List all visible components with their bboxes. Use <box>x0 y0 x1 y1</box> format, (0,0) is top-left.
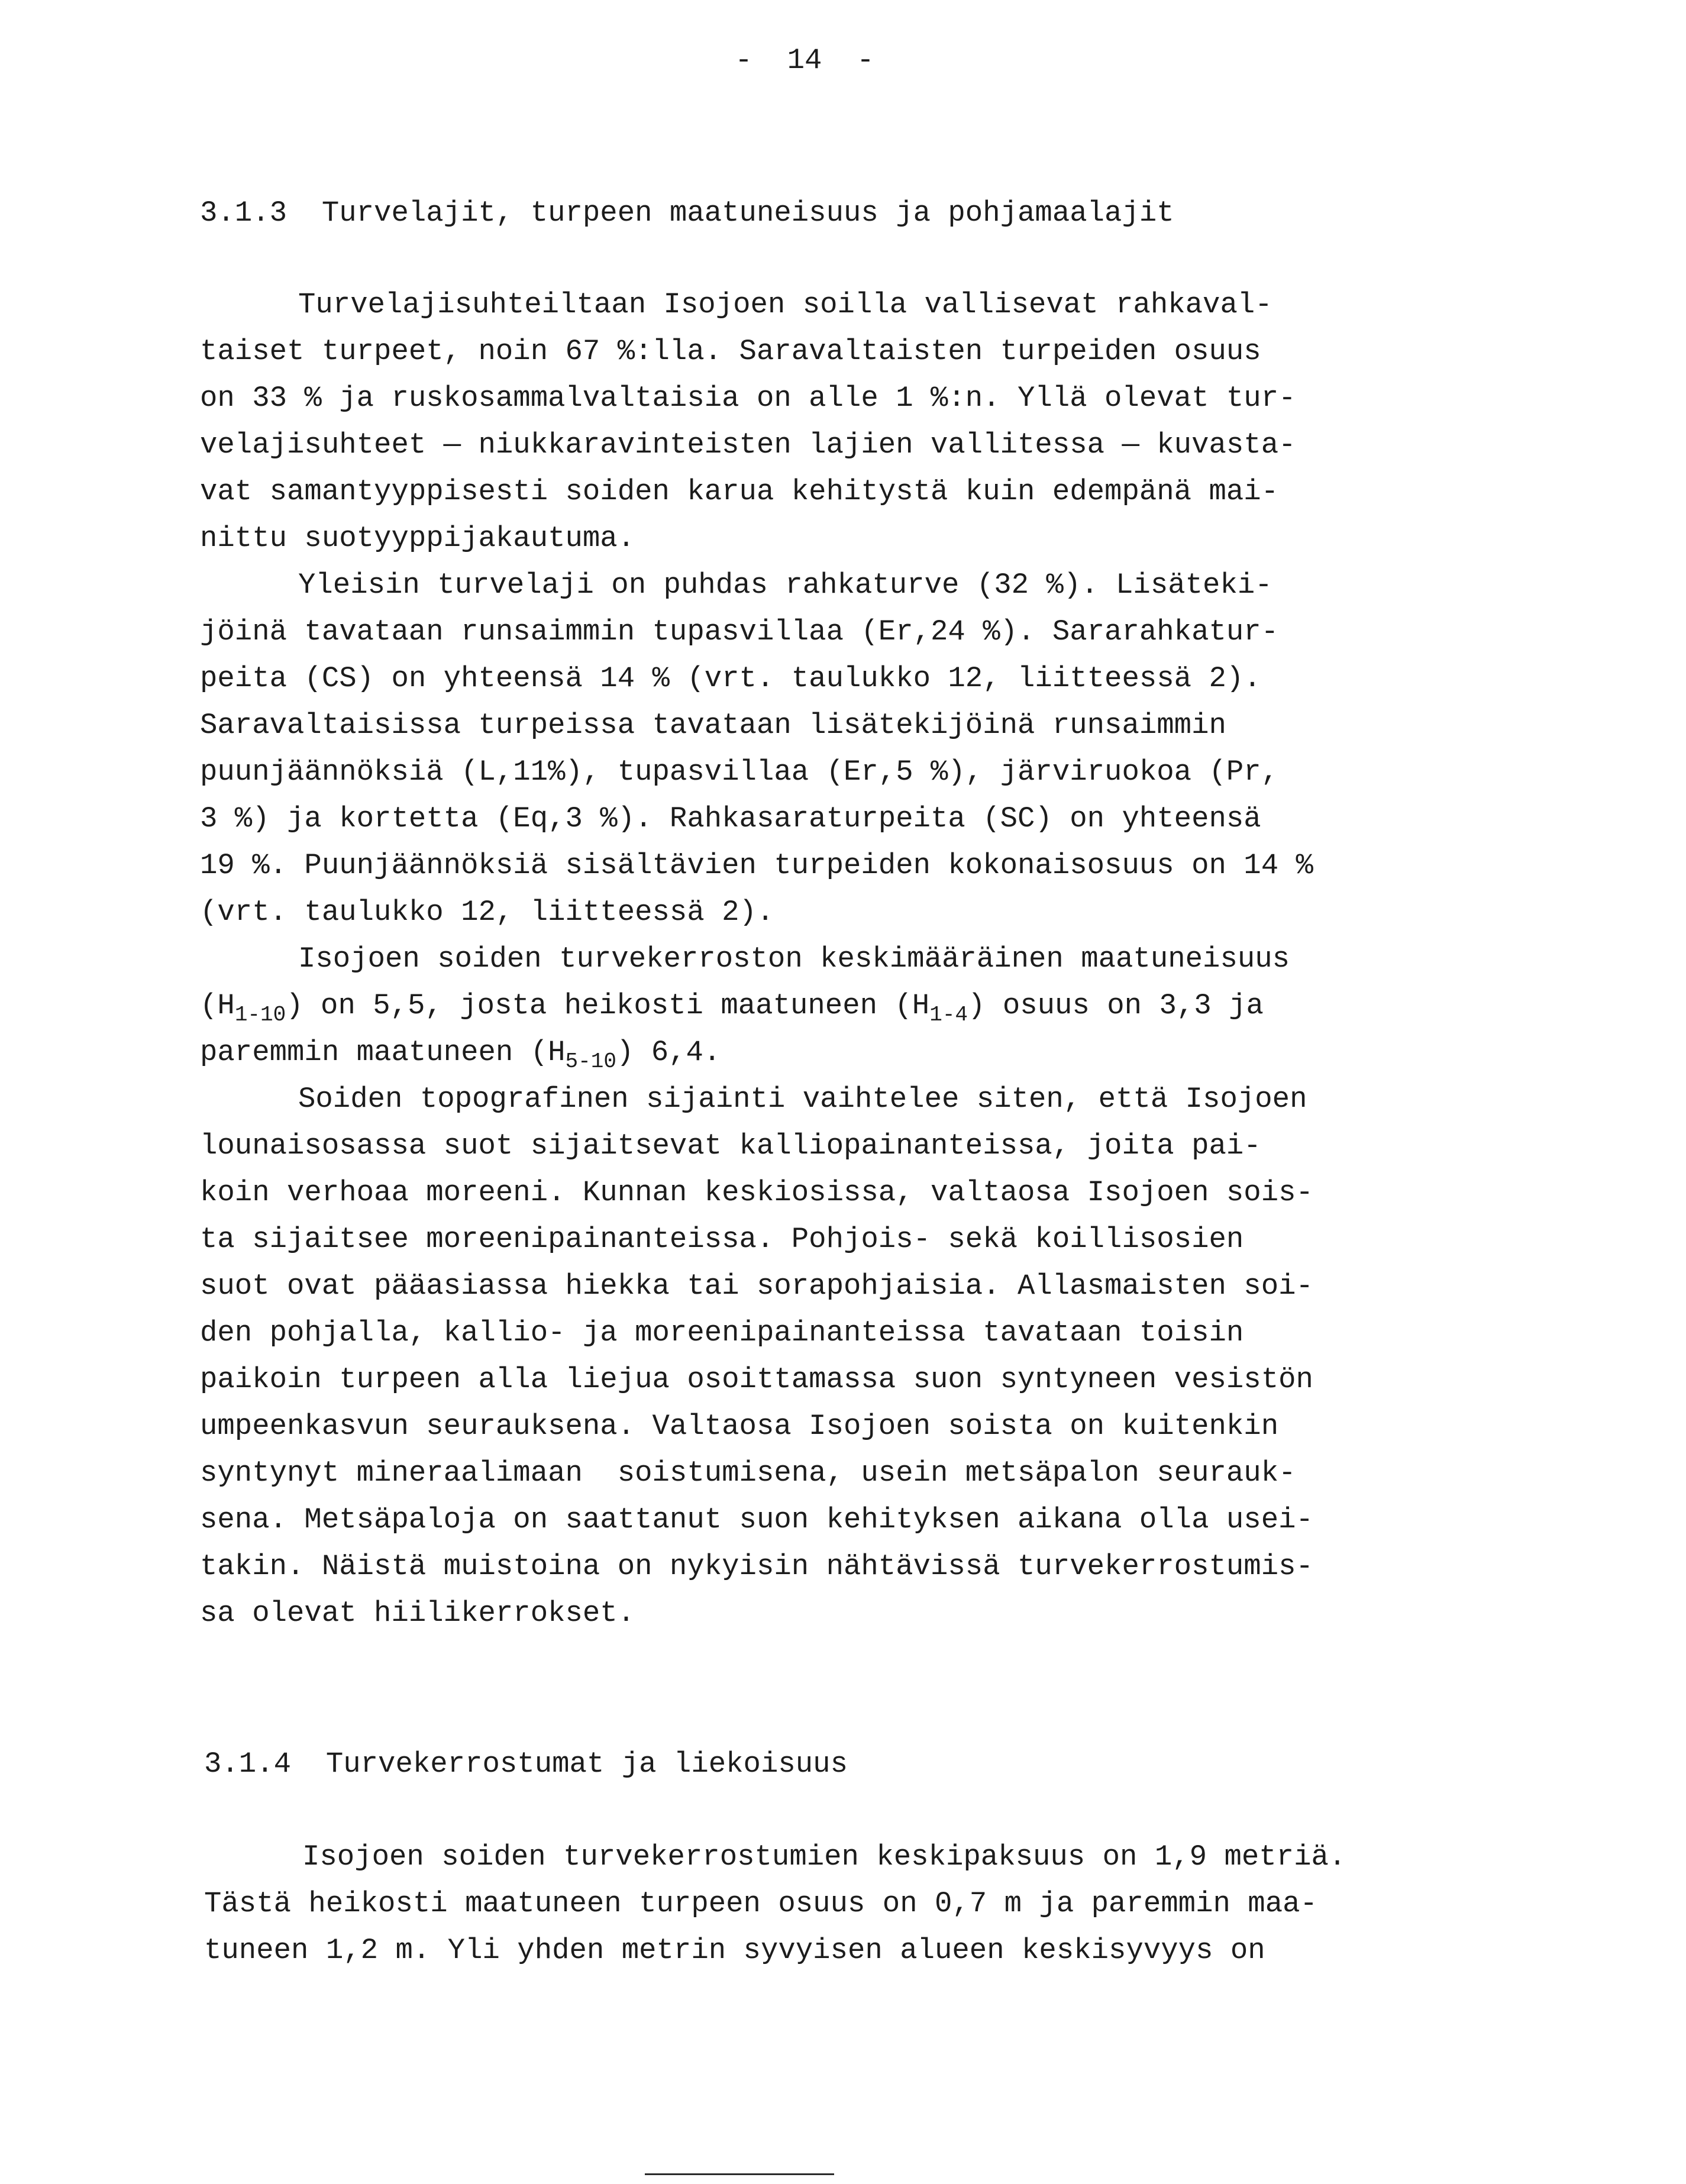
text-fragment: paremmin maatuneen (H <box>200 1036 566 1069</box>
bottom-rule <box>645 2173 834 2175</box>
text-line: umpeenkasvun seurauksena. Valtaosa Isojoen soista on kuitenkin <box>200 1410 1279 1443</box>
section-heading-3-1-4: 3.1.4 Turvekerrostumat ja liekoisuus <box>204 1747 848 1781</box>
text-fragment: ) on 5,5, josta heikosti maatuneen (H <box>286 989 930 1022</box>
text-line: peita (CS) on yhteensä 14 % (vrt. taulukko 12, liitteessä 2). <box>200 662 1261 695</box>
text-line: koin verhoaa moreeni. Kunnan keskiosissa, valtaosa Isojoen sois- <box>200 1176 1313 1209</box>
text-fragment: ) osuus on 3,3 ja <box>968 989 1264 1022</box>
subscript: 1-4 <box>929 1003 968 1027</box>
text-line: sena. Metsäpaloja on saattanut suon kehityksen aikana olla usei- <box>200 1503 1313 1536</box>
section-3-1-3-body <box>200 282 1501 1637</box>
text-line: syntynyt mineraalimaan soistumisena, usein metsäpalon seurauk- <box>200 1456 1296 1490</box>
text-line: Yleisin turvelaji on puhdas rahkaturve (32 %). Lisäteki- <box>298 568 1272 602</box>
text-line: 3 %) ja kortetta (Eq,3 %). Rahkasaraturpeita (SC) on yhteensä <box>200 802 1261 835</box>
text-line: sa olevat hiilikerrokset. <box>200 1597 635 1630</box>
text-line: ta sijaitsee moreenipainanteissa. Pohjois- sekä koillisosien <box>200 1223 1244 1256</box>
humification-line-1 <box>200 983 1501 1029</box>
section-3-1-4-body <box>204 1834 1506 1974</box>
text-line: Isojoen soiden turvekerroston keskimääräinen maatuneisuus <box>298 942 1290 975</box>
text-line: 19 %. Puunjäännöksiä sisältävien turpeiden kokonaisosuus on 14 % <box>200 849 1313 882</box>
text-line: takin. Näistä muistoina on nykyisin nähtävissä turvekerrostumis- <box>200 1550 1313 1583</box>
text-line: den pohjalla, kallio- ja moreenipainanteissa tavataan toisin <box>200 1316 1244 1349</box>
text-line: Soiden topografinen sijainti vaihtelee siten, että Isojoen <box>298 1083 1307 1116</box>
text-line: Turvelajisuhteiltaan Isojoen soilla vallisevat rahkaval- <box>298 288 1272 321</box>
section-heading-3-1-3: 3.1.3 Turvelajit, turpeen maatuneisuus ja pohjamaalajit <box>200 196 1174 230</box>
text-line: Tästä heikosti maatuneen turpeen osuus on 0,7 m ja paremmin maa- <box>204 1887 1317 1920</box>
text-line: jöinä tavataan runsaimmin tupasvillaa (Er,24 %). Sararahkatur- <box>200 615 1279 648</box>
text-line: paikoin turpeen alla liejua osoittamassa suon syntyneen vesistön <box>200 1363 1313 1396</box>
subscript: 1-10 <box>234 1003 286 1027</box>
text-line: vat samantyyppisesti soiden karua kehitystä kuin edempänä mai- <box>200 475 1279 508</box>
text-line: taiset turpeet, noin 67 %:lla. Saravaltaisten turpeiden osuus <box>200 335 1261 368</box>
text-line: (vrt. taulukko 12, liitteessä 2). <box>200 896 774 929</box>
text-line: velajisuhteet — niukkaravinteisten lajien vallitessa — kuvasta- <box>200 428 1296 461</box>
subscript: 5-10 <box>565 1049 616 1074</box>
text-line: Saravaltaisissa turpeissa tavataan lisätekijöinä runsaimmin <box>200 709 1226 742</box>
text-fragment: (H <box>200 989 235 1022</box>
humification-line-2 <box>200 1029 1501 1076</box>
text-line: nittu suotyyppijakautuma. <box>200 522 635 555</box>
text-line: on 33 % ja ruskosammalvaltaisia on alle 1 %:n. Yllä olevat tur- <box>200 382 1296 415</box>
text-line: tuneen 1,2 m. Yli yhden metrin syvyisen alueen keskisyvyys on <box>204 1934 1265 1967</box>
text-fragment: ) 6,4. <box>616 1036 721 1069</box>
page-number: - 14 - <box>735 44 874 77</box>
text-line: puunjäännöksiä (L,11%), tupasvillaa (Er,5 %), järviruokoa (Pr, <box>200 755 1279 789</box>
text-line: suot ovat pääasiassa hiekka tai sorapohjaisia. Allasmaisten soi- <box>200 1269 1313 1303</box>
text-line: lounaisosassa suot sijaitsevat kalliopainanteissa, joita pai- <box>200 1129 1261 1162</box>
text-line: Isojoen soiden turvekerrostumien keskipaksuus on 1,9 metriä. <box>302 1840 1346 1873</box>
